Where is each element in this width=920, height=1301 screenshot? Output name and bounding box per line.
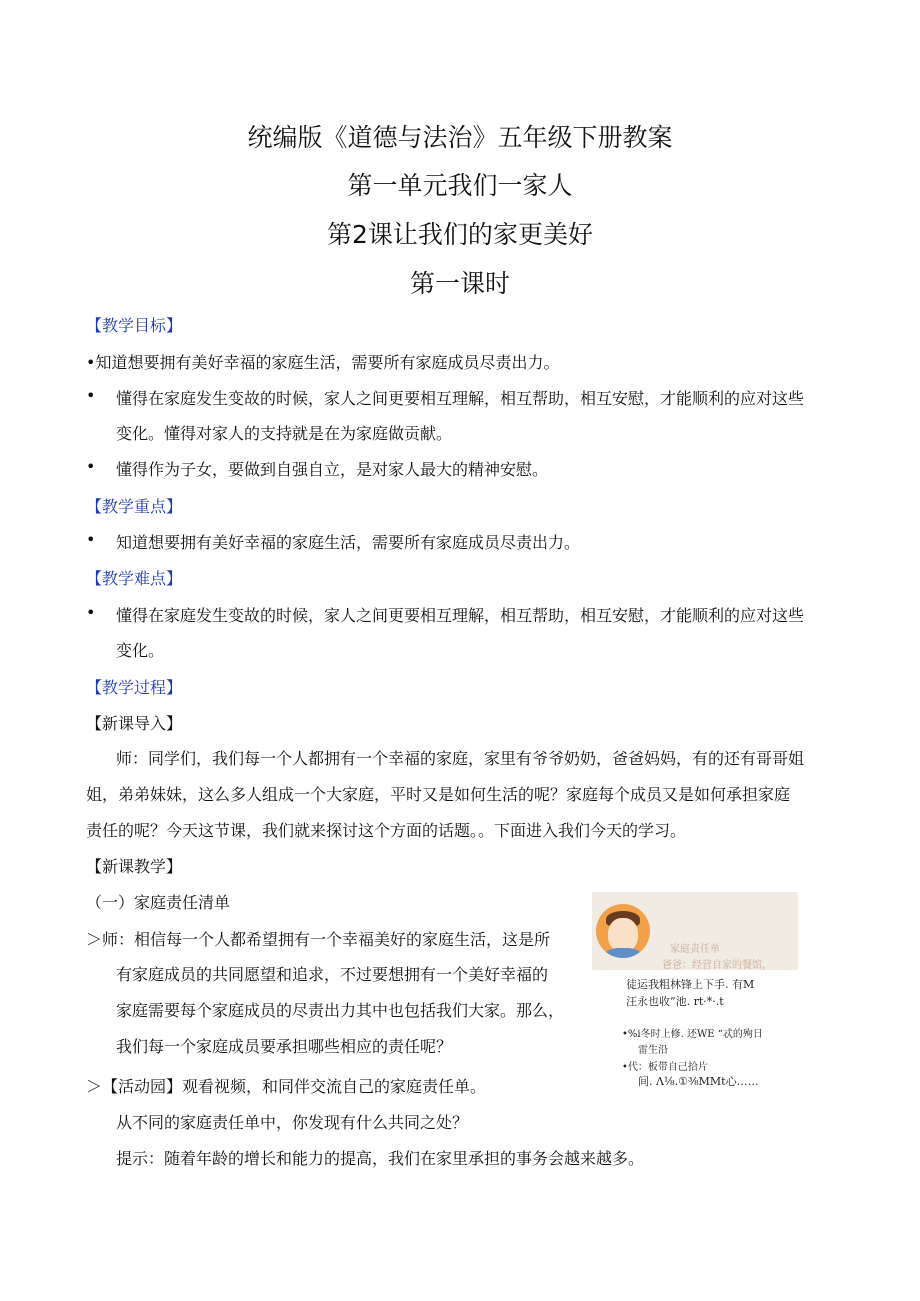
intro-paragraph-line3: 责任的呢？今天这节课，我们就来探讨这个方面的话题。。下面进入我们今天的学习。 bbox=[86, 821, 687, 840]
teacher-paragraph-line2: 有家庭成员的共同愿望和追求，不过要想拥有一个美好幸福的 bbox=[116, 965, 549, 984]
objective-bullet-3: • bbox=[86, 457, 96, 476]
key-points-bullet: • bbox=[86, 530, 96, 549]
objectives-heading: 【教学目标】 bbox=[86, 316, 183, 335]
hint-paragraph: 提示：随着年龄的增长和能力的提高，我们在家里承担的事务会越来越多。 bbox=[116, 1149, 645, 1168]
process-heading: 【教学过程】 bbox=[86, 678, 183, 697]
unit-title: 第一单元我们一家人 bbox=[347, 171, 573, 200]
difficulties-line1: 懂得在家庭发生变故的时候，家人之间更要相互理解，相互帮助，相互安慰，才能顺利的应对这些 bbox=[116, 606, 805, 625]
illustration-line-6: 间. Λ⅛.①⅜MMt心…… bbox=[638, 1075, 759, 1088]
illustration-line-1: 徒运我粗林锋上下手. 有M bbox=[626, 978, 755, 991]
difficulties-heading: 【教学难点】 bbox=[86, 569, 183, 588]
teacher-paragraph-line4: 我们每一个家庭成员要承担哪些相应的责任呢？ bbox=[116, 1037, 453, 1056]
difficulties-line2: 变化。 bbox=[116, 641, 165, 660]
father-avatar-icon bbox=[596, 904, 650, 958]
responsibility-list-illustration bbox=[592, 892, 798, 1092]
illustration-line-3: •%i冬时上修. 还WE “忒的殉日 bbox=[622, 1029, 763, 1040]
key-points-item: 知道想要拥有美好幸福的家庭生活，需要所有家庭成员尽责出力。 bbox=[116, 533, 581, 552]
intro-paragraph-line2: 姐，弟弟妹妹，这么多人组成一个大家庭，平时又是如何生活的呢？家庭每个成员又是如何承担家庭 bbox=[86, 785, 791, 804]
teach-heading: 【新课教学】 bbox=[86, 857, 183, 876]
illustration-panel-line: 爸爸：经营自家的餐馆， bbox=[662, 960, 772, 971]
illustration-panel bbox=[592, 892, 798, 970]
section-family-responsibility: （一）家庭责任清单 bbox=[86, 893, 231, 912]
teacher-paragraph-line3: 家庭需要每个家庭成员的尽责出力其中也包括我们大家。那么， bbox=[116, 1001, 565, 1020]
difficulties-bullet: • bbox=[86, 603, 96, 622]
objective-item-3: 懂得作为子女，要做到自强自立，是对家人最大的精神安慰。 bbox=[116, 460, 549, 479]
document-title: 统编版《道德与法治》五年级下册教案 bbox=[247, 123, 673, 152]
period-title: 第一课时 bbox=[409, 269, 510, 298]
teacher-paragraph-line1: ＞师：相信每一个人都希望拥有一个幸福美好的家庭生活，这是所 bbox=[86, 930, 551, 949]
question-paragraph: 从不同的家庭责任单中，你发现有什么共同之处？ bbox=[116, 1113, 469, 1132]
objective-item-1: •知道想要拥有美好幸福的家庭生活，需要所有家庭成员尽责出力。 bbox=[86, 353, 560, 372]
lesson-title: 第2课让我们的家更美好 bbox=[327, 220, 593, 249]
activity-paragraph: ＞【活动园】观看视频，和同伴交流自己的家庭责任单。 bbox=[86, 1077, 487, 1096]
objective-item-2-line2: 变化。懂得对家人的支持就是在为家庭做贡献。 bbox=[116, 424, 453, 443]
illustration-panel-title: 家庭责任单 bbox=[670, 944, 720, 955]
intro-paragraph-line1: 师：同学们，我们每一个人都拥有一个幸福的家庭，家里有爷爷奶奶，爸爸妈妈，有的还有哥哥姐 bbox=[116, 749, 805, 768]
illustration-line-2: 汪永也收”池. rt·*·.t bbox=[626, 995, 724, 1008]
objective-bullet-2: • bbox=[86, 386, 96, 405]
illustration-line-5: •代：板带自己拾片 bbox=[622, 1062, 708, 1073]
key-points-heading: 【教学重点】 bbox=[86, 497, 183, 516]
intro-heading: 【新课导入】 bbox=[86, 714, 183, 733]
objective-item-2-line1: 懂得在家庭发生变故的时候，家人之间更要相互理解，相互帮助，相互安慰，才能顺利的应对这些 bbox=[116, 389, 805, 408]
illustration-line-4: 雷生沿 bbox=[638, 1045, 668, 1056]
